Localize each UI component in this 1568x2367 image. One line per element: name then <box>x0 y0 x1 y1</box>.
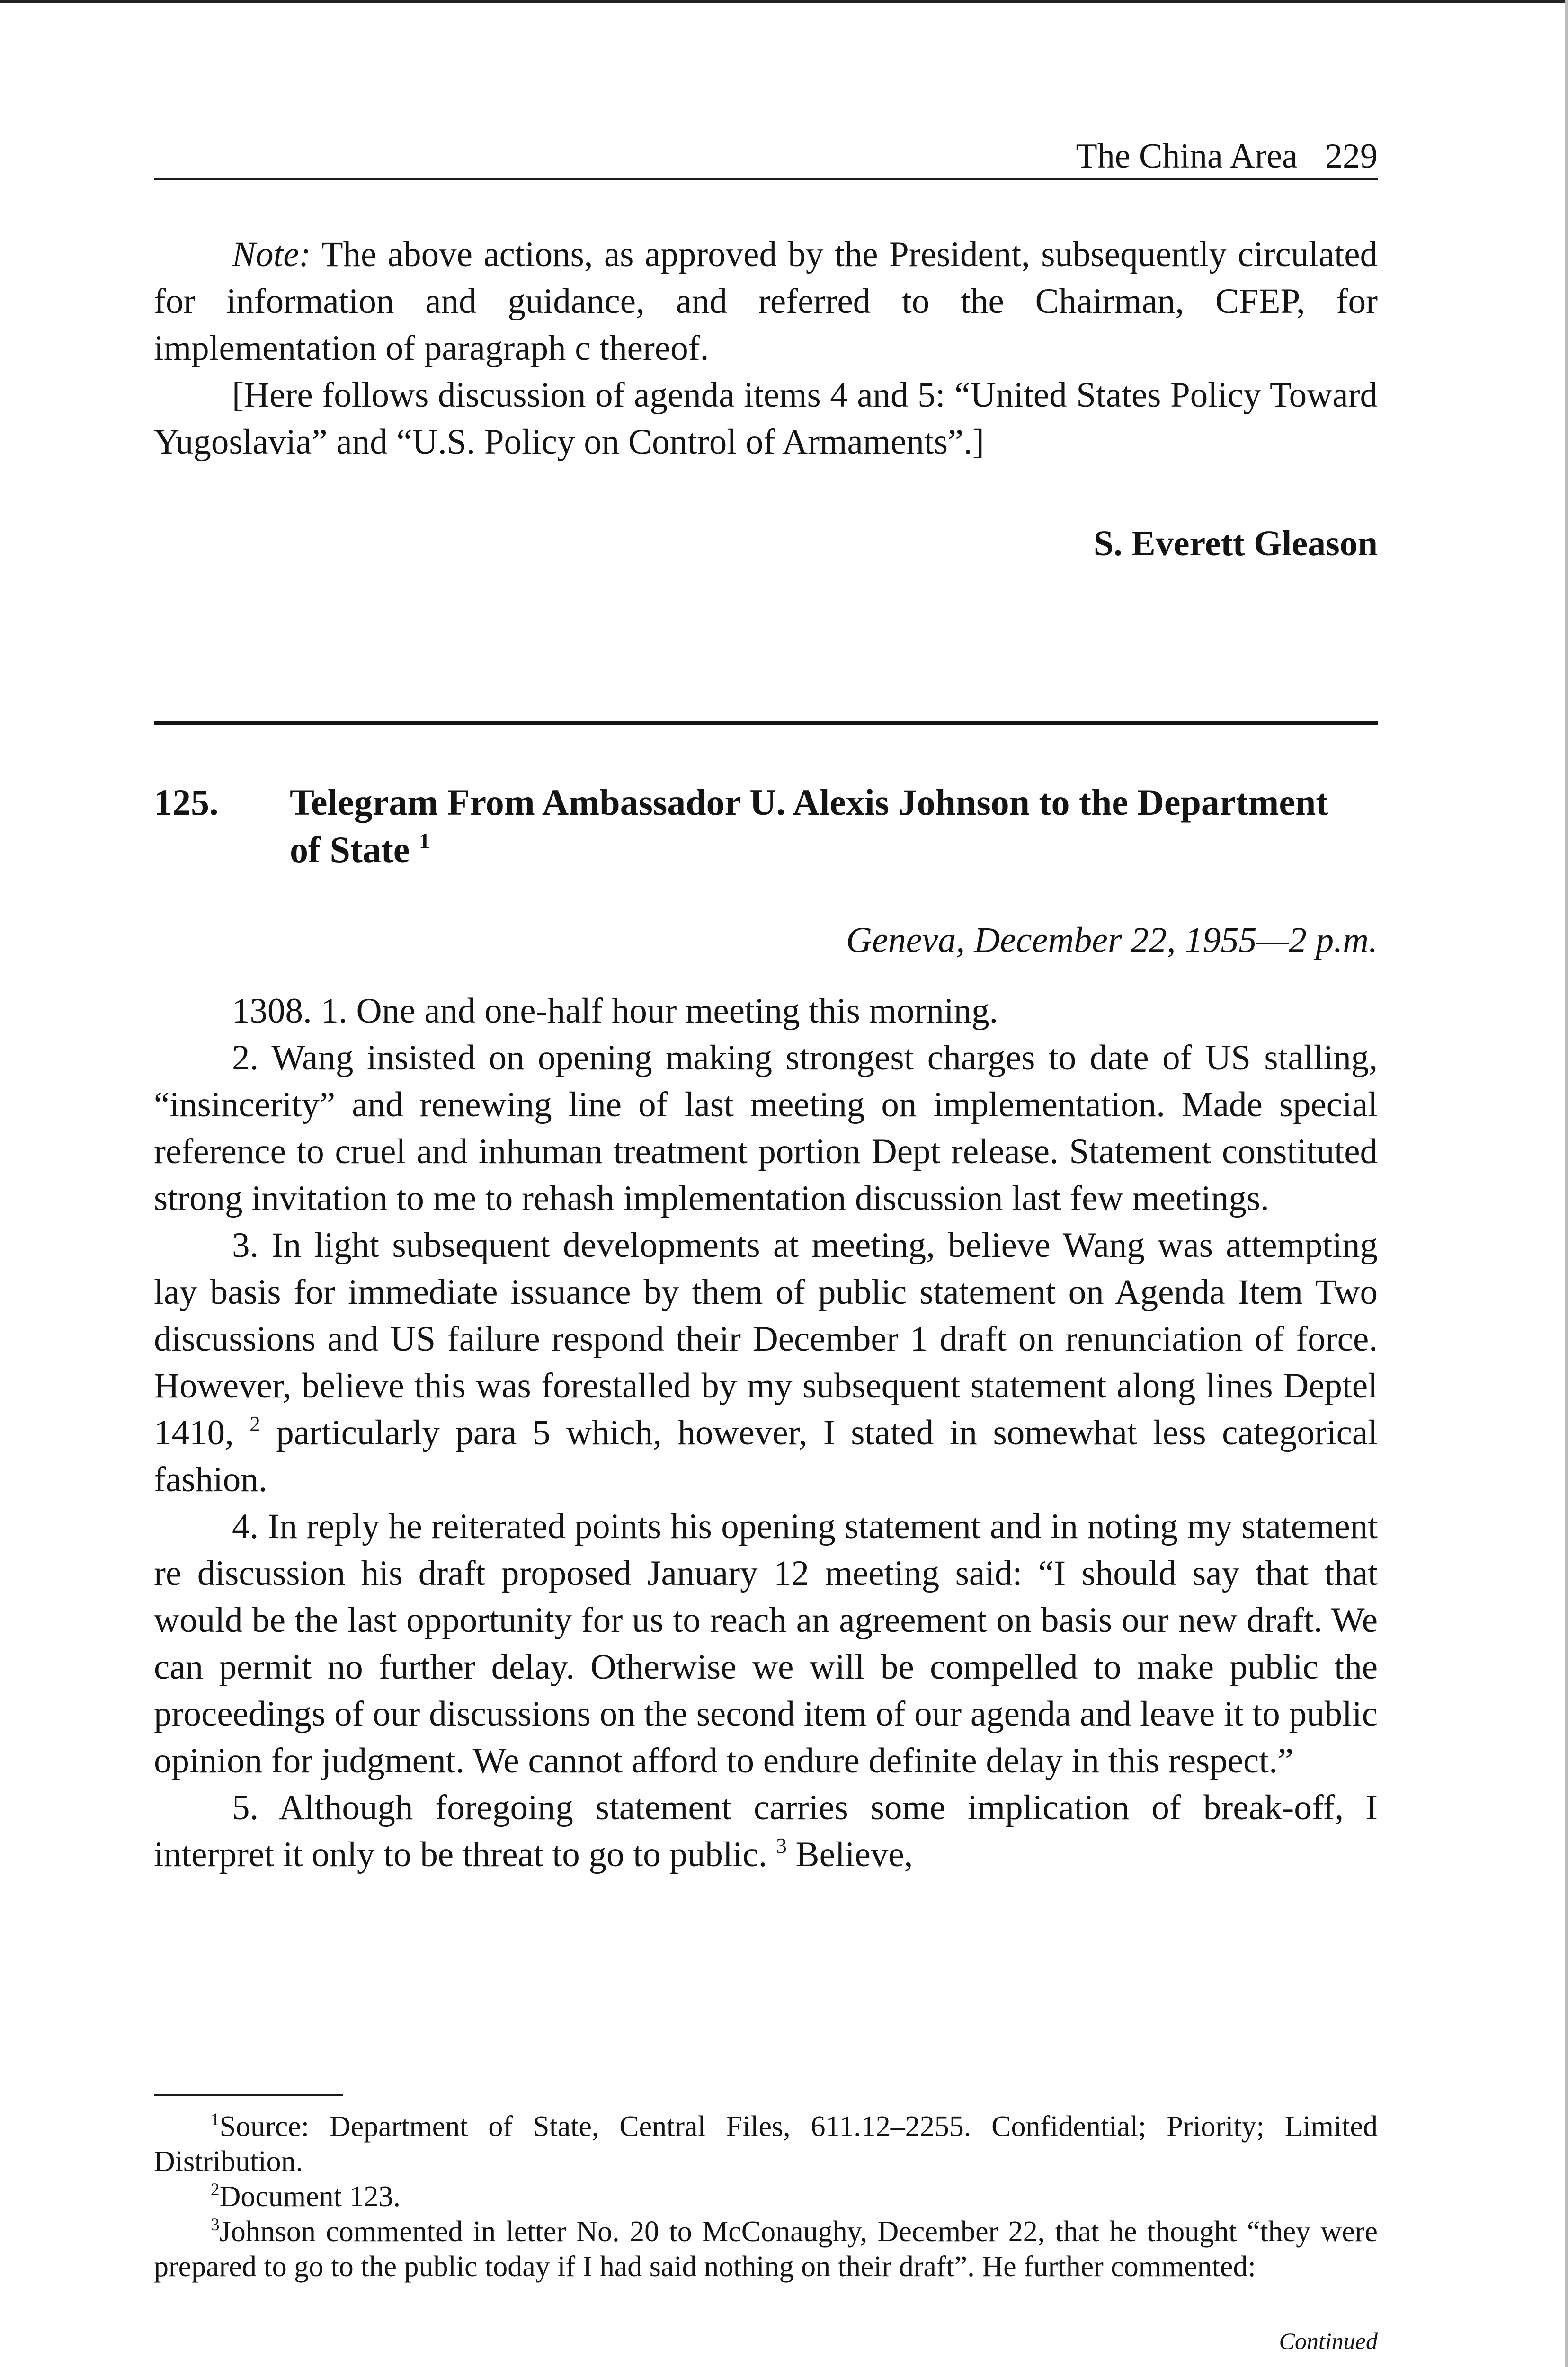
footnotes <box>154 2109 1378 2284</box>
footnote-mark: 2 <box>211 2180 220 2199</box>
continued-label: Continued <box>1279 2328 1378 2354</box>
note-text: The above actions, as approved by the President, subsequently circulated for information and guidance, and referred to the Chairman, CFEP, for implementation of paragraph c thereof. <box>154 235 1378 368</box>
footnote-text: Source: Department of State, Central Files, 611.12–2255. Confidential; Priority; Limited Distribution. <box>154 2110 1378 2178</box>
paragraph-3 <box>154 1222 1378 1503</box>
paragraph-4: 4. In reply he reiterated points his opening statement and in noting my statement re discussion his draft proposed January 12 meeting said: “I should say that that would be the last opportunity for us to reach an agreement on basis our new draft. We can permit no further delay. Otherwise we will be compelled to make public the proceedings of our discussions on the second item of our agenda and leave it to public opinion for judgment. We cannot afford to endure definite delay in this respect.” <box>154 1507 1378 1780</box>
footnote-text: Johnson commented in letter No. 20 to McConaughy, December 22, that he thought “they were prepared to go to the public today if I had said nothing on their draft”. He further commented: <box>154 2216 1378 2283</box>
footnote <box>154 2109 1378 2179</box>
paragraph-5 <box>154 1784 1378 1878</box>
bracket-note: [Here follows discussion of agenda items 4 and 5: “United States Policy Toward Yugoslavia” and “U.S. Policy on Control of Armaments”.] <box>154 375 1378 462</box>
footnote-ref-1: 1 <box>419 828 430 854</box>
paragraph-1: 1308. 1. One and one-half hour meeting this morning. <box>232 991 998 1031</box>
paragraph-5-text-cont: Believe, <box>786 1835 913 1874</box>
telegram-body <box>154 988 1378 1878</box>
note-label: Note: <box>232 235 311 274</box>
page-number: 229 <box>1325 137 1378 176</box>
running-head <box>154 133 1378 180</box>
footnote-rule <box>154 2094 343 2096</box>
running-head-title: The China Area <box>1076 137 1298 176</box>
document-title-block <box>290 779 1331 873</box>
note-paragraph <box>154 231 1378 372</box>
footnote-ref-2: 2 <box>249 1412 260 1436</box>
footnote <box>154 2179 1378 2214</box>
footnote-ref-3: 3 <box>776 1834 787 1858</box>
dateline: Geneva, December 22, 1955—2 p.m. <box>846 920 1378 960</box>
footnote-mark: 3 <box>211 2215 220 2234</box>
footnote <box>154 2214 1378 2284</box>
paragraph-3-text-cont: particularly para 5 which, however, I stated in somewhat less categorical fashion. <box>154 1413 1378 1499</box>
paragraph-5-text: 5. Although foregoing statement carries some implication of break-off, I interpret it only to be threat to go to public. <box>154 1788 1378 1874</box>
header-rule <box>154 178 1378 180</box>
page-top-edge <box>0 0 1568 3</box>
footnote-mark: 1 <box>211 2109 220 2129</box>
paragraph-2: 2. Wang insisted on opening making strongest charges to date of US stalling, “insincerity” and renewing line of last meeting on implementation. Made special reference to cruel and inhuman treatment portion Dept release. Statement constituted strong invitation to me to rehash implementation discussion last few meetings. <box>154 1038 1378 1218</box>
page-right-edge <box>1565 0 1568 2367</box>
paragraph-3-text: 3. In light subsequent developments at meeting, believe Wang was attempting lay basis for immediate issuance by them of public statement on Agenda Item Two discussions and US failure respond their December 1 draft on renunciation of force. However, believe this was forestalled by my subsequent statement along lines Deptel 1410, <box>154 1226 1378 1452</box>
section-divider <box>154 721 1378 725</box>
document-title: Telegram From Ambassador U. Alexis Johnson to the Department of State <box>290 782 1328 870</box>
document-number: 125. <box>154 782 219 823</box>
note-block <box>154 231 1378 465</box>
signature: S. Everett Gleason <box>1093 524 1378 563</box>
footnote-text: Document 123. <box>219 2180 401 2213</box>
